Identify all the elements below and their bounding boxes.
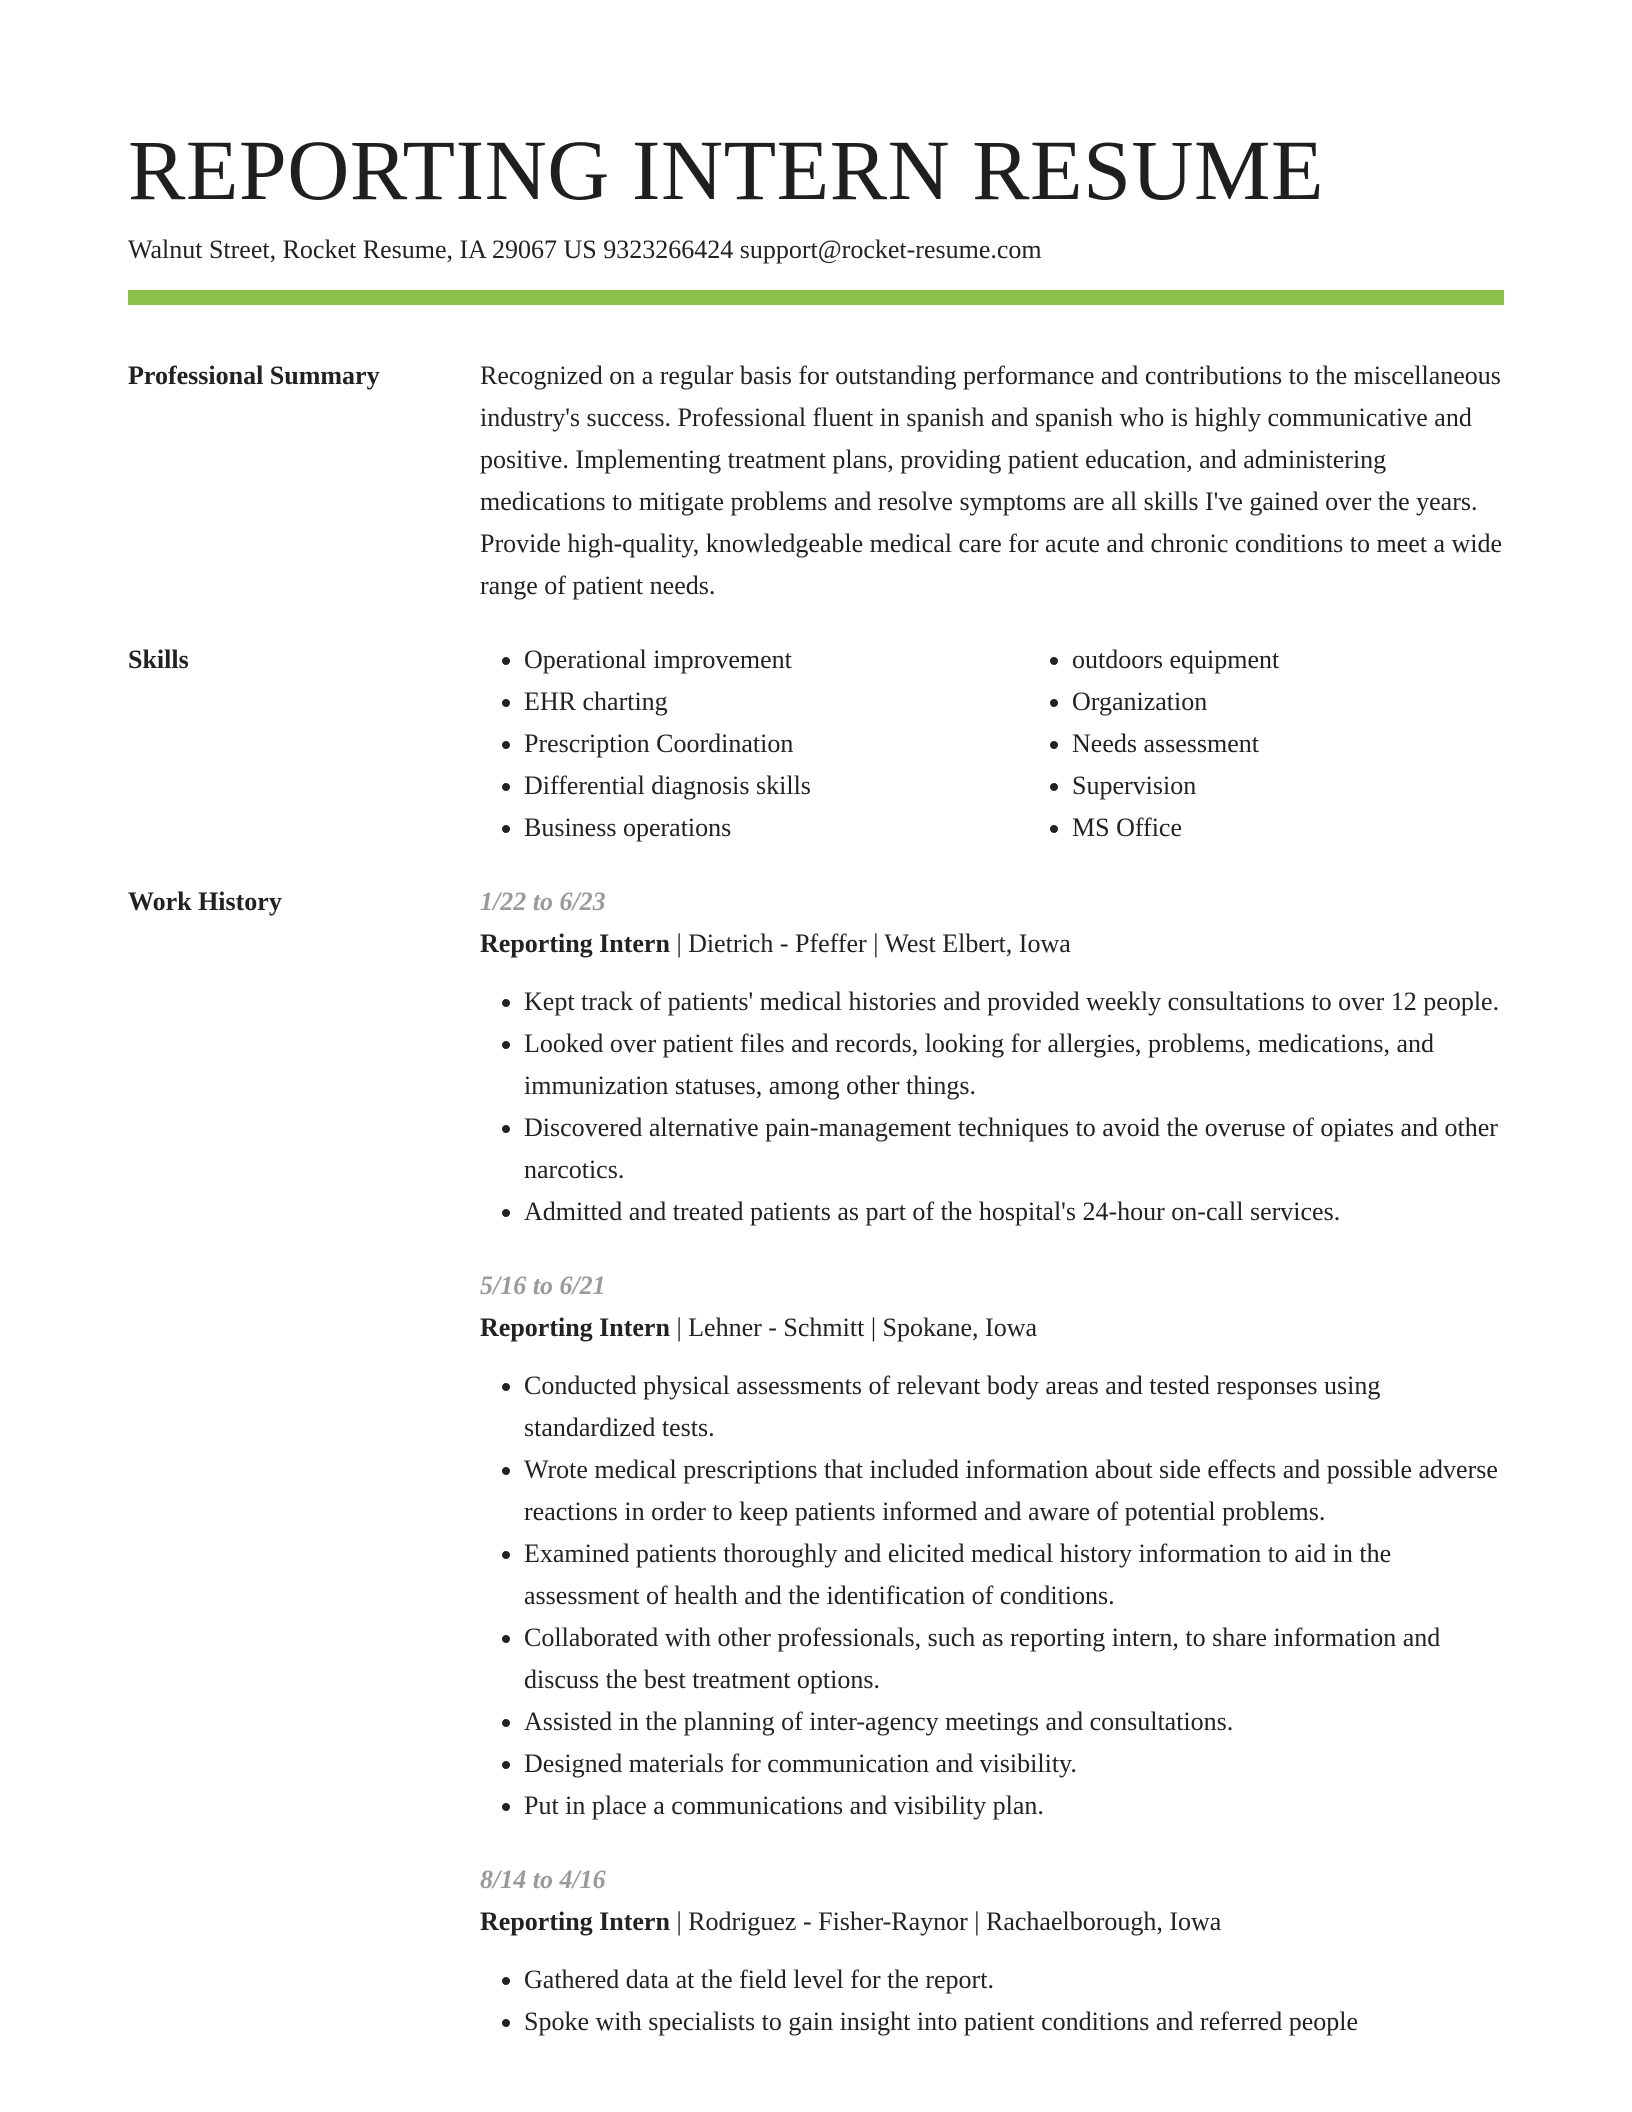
job-bullet: • Assisted in the planning of inter-agency meetings and consultations. <box>524 1701 1504 1743</box>
summary-text: Recognized on a regular basis for outstanding performance and contributions to the miscellaneous industry's success. Professional fluent in spanish and spanish who is highly communicative and positive. Implementing treatment plans, providing patient education, and administering medications to mitigate problems and resolve symptoms are all skills I've gained over the years. Provide high-quality, knowledgeable medical care for acute and chronic conditions to meet a wide range of patient needs. <box>480 361 1503 600</box>
skill-item: • EHR charting <box>524 681 1028 723</box>
work-history-heading: Work History <box>128 887 282 916</box>
job-bullet: • Kept track of patients' medical histories and provided weekly consultations to over 12 people. <box>524 981 1504 1023</box>
job-bullet: • Gathered data at the field level for the report. <box>524 1959 1504 2001</box>
job-heading <box>480 923 1504 965</box>
skills-list-left <box>480 639 1028 849</box>
skill-item: • Differential diagnosis skills <box>524 765 1028 807</box>
summary-heading: Professional Summary <box>128 361 380 390</box>
skill-item: • Supervision <box>1072 765 1576 807</box>
job-dates: 8/14 to 4/16 <box>480 1865 606 1894</box>
skills-heading: Skills <box>128 645 189 674</box>
summary-section <box>128 355 1504 607</box>
job-entry <box>480 881 1504 1233</box>
job-bullet: • Spoke with specialists to gain insight into patient conditions and referred people <box>524 2001 1504 2043</box>
job-dates: 5/16 to 6/21 <box>480 1271 606 1300</box>
skills-section <box>128 639 1504 849</box>
job-bullet: • Conducted physical assessments of relevant body areas and tested responses using standardized tests. <box>524 1365 1504 1449</box>
skill-item: • Operational improvement <box>524 639 1028 681</box>
skill-item: • Prescription Coordination <box>524 723 1028 765</box>
job-bullet-list <box>480 1959 1504 2043</box>
job-bullet: • Collaborated with other professionals, such as reporting intern, to share information and discuss the best treatment options. <box>524 1617 1504 1701</box>
skills-columns <box>480 639 1576 849</box>
job-bullet: • Wrote medical prescriptions that included information about side effects and possible adverse reactions in order to keep patients informed and aware of potential problems. <box>524 1449 1504 1533</box>
contact-line: Walnut Street, Rocket Resume, IA 29067 US 9323266424 support@rocket-resume.com <box>128 235 1042 264</box>
job-bullet-list <box>480 1365 1504 1827</box>
job-bullet-list <box>480 981 1504 1233</box>
skill-item: • Business operations <box>524 807 1028 849</box>
job-bullet: • Discovered alternative pain-management techniques to avoid the overuse of opiates and other narcotics. <box>524 1107 1504 1191</box>
resume-title: REPORTING INTERN RESUME <box>128 122 1325 218</box>
work-history-list <box>480 881 1504 2075</box>
job-heading <box>480 1307 1504 1349</box>
job-entry <box>480 1265 1504 1827</box>
job-title: Reporting Intern <box>480 929 670 958</box>
skill-item: • MS Office <box>1072 807 1576 849</box>
job-title: Reporting Intern <box>480 1313 670 1342</box>
job-bullet: • Looked over patient files and records, looking for allergies, problems, medications, and immunization statuses, among other things. <box>524 1023 1504 1107</box>
job-bullet: • Designed materials for communication and visibility. <box>524 1743 1504 1785</box>
job-dates: 1/22 to 6/23 <box>480 887 606 916</box>
work-history-section <box>128 881 1504 2075</box>
skill-item: • Needs assessment <box>1072 723 1576 765</box>
job-bullet: • Examined patients thoroughly and elicited medical history information to aid in the assessment of health and the identification of conditions. <box>524 1533 1504 1617</box>
job-title: Reporting Intern <box>480 1907 670 1936</box>
job-bullet: • Put in place a communications and visibility plan. <box>524 1785 1504 1827</box>
accent-divider <box>128 290 1504 305</box>
job-employer-location: | Lehner - Schmitt | Spokane, Iowa <box>669 1313 1038 1342</box>
job-bullet: • Admitted and treated patients as part of the hospital's 24-hour on-call services. <box>524 1191 1504 1233</box>
job-employer-location: | Dietrich - Pfeffer | West Elbert, Iowa <box>669 929 1071 958</box>
skill-item: • Organization <box>1072 681 1576 723</box>
job-employer-location: | Rodriguez - Fisher-Raynor | Rachaelborough, Iowa <box>669 1907 1222 1936</box>
job-entry <box>480 1859 1504 2043</box>
resume-page <box>128 118 1504 2075</box>
job-heading <box>480 1901 1504 1943</box>
skills-list-right <box>1028 639 1576 849</box>
skill-item: • outdoors equipment <box>1072 639 1576 681</box>
